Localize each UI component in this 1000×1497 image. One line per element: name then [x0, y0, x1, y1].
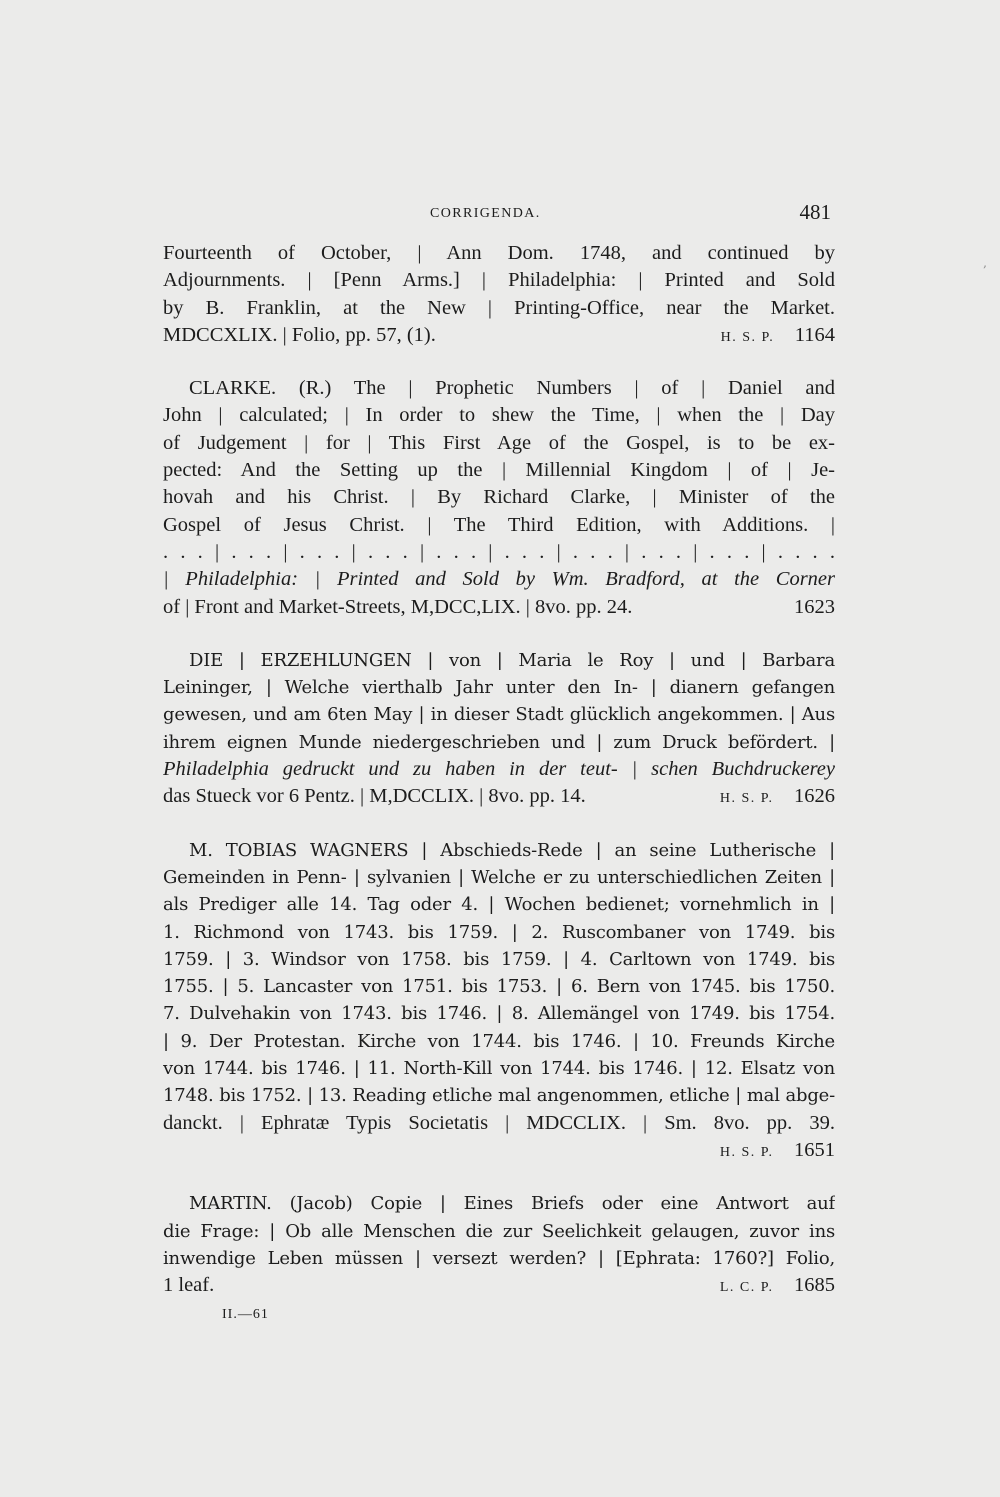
entry-line: 1748. bis 1752. | 13. Reading etliche mal angenommen, etliche | mal abge- — [163, 1085, 835, 1107]
bibliography-entry — [163, 240, 835, 349]
entry-line: gewesen, und am 6ten May | in dieser Stadt glücklich angekommen. | Aus — [163, 704, 835, 726]
bibliography-entry — [163, 375, 835, 621]
running-head: CORRIGENDA. — [430, 206, 541, 221]
entry-line: by B. Franklin, at the New | Printing-Office, near the Market. — [163, 296, 835, 319]
entry-line: | Philadelphia: | Printed and Sold by Wm. Bradford, at the Corner — [163, 568, 835, 591]
entry-line-text: of | Front and Market-Streets, M,DCC,LIX. | 8vo. pp. 24. — [163, 595, 633, 618]
signature-mark: II.—61 — [222, 1307, 269, 1322]
entry-reference — [721, 322, 835, 349]
page-body — [163, 240, 835, 1325]
entry-line-text: das Stueck vor 6 Pentz. | M,DCCLIX. | 8vo. pp. 14. — [163, 785, 586, 808]
entry-line: die Frage: | Ob alle Menschen die zur Seelichkeit gelaugen, zuvor ins — [163, 1220, 835, 1242]
entry-reference — [720, 783, 835, 810]
entry-line-text: 1 leaf. — [163, 1274, 215, 1297]
entry-line: ihrem eignen Munde niedergeschrieben und | zum Druck befördert. | — [163, 731, 835, 753]
page-header — [163, 200, 835, 226]
library-citation: H. S. P. — [720, 329, 775, 345]
entry-line: | 9. Der Protestan. Kirche von 1744. bis 1746. | 10. Freunds Kirche — [163, 1030, 835, 1052]
entry-line: CLARKE. (R.) The | Prophetic Numbers | of | Daniel and — [189, 377, 835, 400]
bibliography-entry — [163, 1190, 835, 1299]
entry-number: 1623 — [794, 595, 835, 618]
entry-line: 1755. | 5. Lancaster von 1751. bis 1753. | 6. Bern von 1745. bis 1750. — [163, 976, 835, 998]
entry-line: danckt. | Ephratæ Typis Societatis | MDCCLIX. | Sm. 8vo. pp. 39. — [163, 1111, 835, 1134]
entry-line: DIE | ERZEHLUNGEN | von | Maria le Roy | und | Barbara — [189, 649, 835, 671]
margin-mark: ‚ — [983, 256, 987, 270]
entry-line: John | calculated; | In order to shew the Time, | when the | Day — [163, 404, 835, 427]
entry-line — [163, 322, 835, 349]
entry-line: Philadelphia gedruckt und zu haben in der teut- | schen Buchdruckerey — [163, 758, 835, 781]
bibliography-entry — [163, 837, 835, 1165]
entry-line — [163, 594, 835, 621]
entry-line: pected: And the Setting up the | Millennial Kingdom | of | Je- — [163, 459, 835, 482]
entry-reference — [720, 1272, 835, 1299]
entry-line: of Judgement | for | This First Age of the Gospel, is to be ex- — [163, 431, 835, 454]
entry-line: hovah and his Christ. | By Richard Clarke, | Minister of the — [163, 486, 835, 509]
library-citation: H. S. P. — [719, 791, 774, 807]
entry-line: als Prediger alle 14. Tag oder 4. | Wochen bedienet; vornehmlich in | — [163, 894, 835, 916]
entry-line: Adjournments. | [Penn Arms.] | Philadelphia: | Printed and Sold — [163, 269, 835, 292]
entry-line — [163, 1272, 835, 1299]
entry-line: M. TOBIAS WAGNERS | Abschieds-Rede | an seine Lutherische | — [189, 839, 835, 861]
entry-line: von 1744. bis 1746. | 11. North-Kill von 1744. bis 1746. | 12. Elsatz von — [163, 1058, 835, 1080]
entry-number: 1685 — [794, 1274, 835, 1297]
entry-reference — [163, 1137, 835, 1164]
entry-line: Gospel of Jesus Christ. | The Third Edition, with Additions. | — [163, 513, 835, 536]
entry-line: 1759. | 3. Windsor von 1758. bis 1759. | 4. Carltown von 1749. bis — [163, 948, 835, 970]
entry-line — [163, 783, 835, 810]
entry-line-text: MDCCXLIX. | Folio, pp. 57, (1). — [163, 323, 436, 346]
entry-number: 1164 — [794, 323, 835, 346]
entry-number: 1626 — [794, 785, 835, 808]
bibliography-entry — [163, 647, 835, 811]
page-number: 481 — [799, 200, 831, 224]
entry-line: 1. Richmond von 1743. bis 1759. | 2. Ruscombaner von 1749. bis — [163, 921, 835, 943]
entry-line: Leininger, | Welche vierthalb Jahr unter den In- | dianern gefangen — [163, 677, 835, 699]
entry-line: MARTIN. (Jacob) Copie | Eines Briefs oder eine Antwort auf — [189, 1193, 835, 1215]
library-citation: H. S. P. — [719, 1144, 774, 1160]
entry-reference — [794, 594, 835, 621]
entry-number: 1651 — [794, 1138, 835, 1161]
library-citation: L. C. P. — [719, 1280, 774, 1296]
entry-line: inwendige Leben müssen | versezt werden? | [Ephrata: 1760?] Folio, — [163, 1247, 835, 1269]
entry-line: . . . | . . . | . . . | . . . | . . . | . . . | . . . | . . . | . . . | . . . . — [163, 540, 835, 563]
entry-line: Fourteenth of October, | Ann Dom. 1748, and continued by — [163, 242, 835, 264]
entry-line: Gemeinden in Penn- | sylvanien | Welche er zu unterschiedlichen Zeiten | — [163, 866, 835, 888]
entry-line: 7. Dulvehakin von 1743. bis 1746. | 8. Allemängel von 1749. bis 1754. — [163, 1003, 835, 1025]
